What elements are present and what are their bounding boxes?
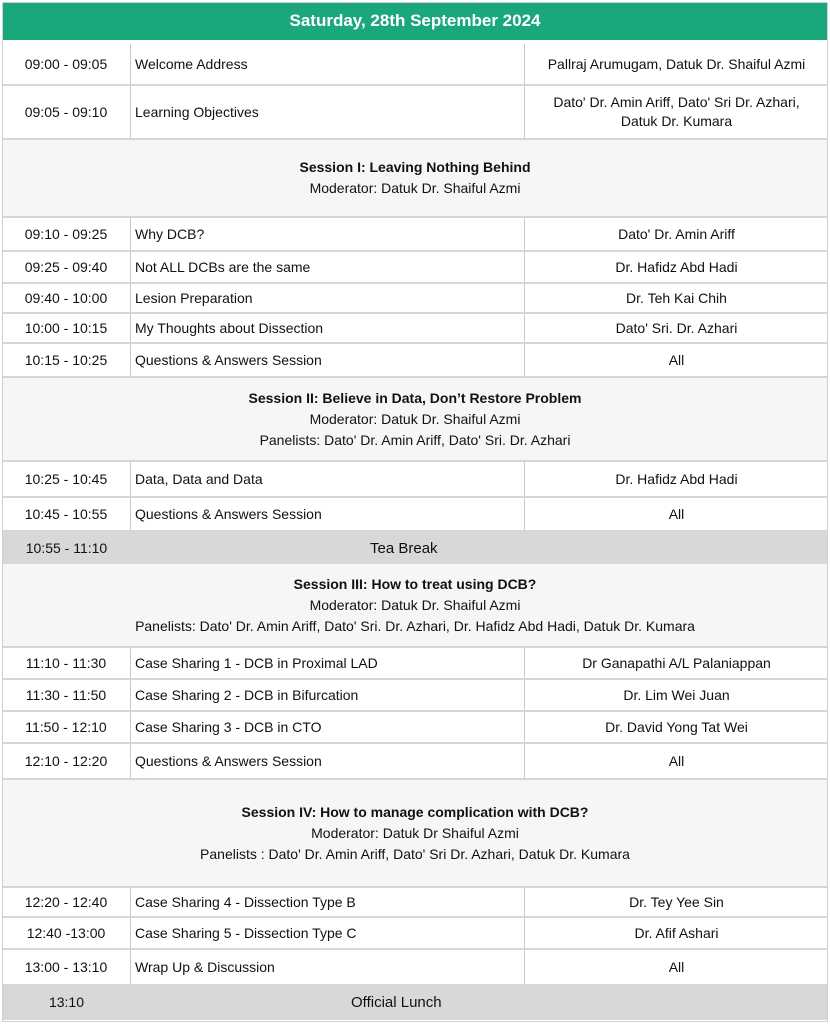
- speaker-cell: Dato' Dr. Amin Ariff: [618, 225, 735, 242]
- speaker-cell: All: [668, 752, 685, 769]
- table-row: [2, 498, 828, 530]
- topic-cell: Questions & Answers Session: [131, 744, 525, 778]
- table-row: [2, 252, 828, 282]
- speaker-cell: All: [668, 351, 685, 368]
- time-cell: 09:25 - 09:40: [2, 252, 131, 282]
- time-cell: 09:40 - 10:00: [2, 284, 131, 312]
- session-panelists: Panelists : Dato' Dr. Amin Ariff, Dato' Sri Dr. Azhari, Datuk Dr. Kumara: [200, 845, 630, 862]
- table-row: [2, 86, 828, 138]
- tea-break-row: [2, 532, 828, 564]
- table-row: [2, 680, 828, 710]
- topic-cell: My Thoughts about Dissection: [131, 314, 525, 342]
- speaker-cell: Dr. Hafidz Abd Hadi: [615, 470, 738, 487]
- time-cell: 12:10 - 12:20: [2, 744, 131, 778]
- topic-cell: Case Sharing 3 - DCB in CTO: [131, 712, 525, 742]
- break-label: Official Lunch: [351, 993, 442, 1011]
- table-row: [2, 950, 828, 984]
- time-cell: 12:40 -13:00: [2, 918, 131, 948]
- topic-cell: Case Sharing 4 - Dissection Type B: [131, 888, 525, 916]
- topic-cell: Welcome Address: [131, 44, 525, 84]
- lunch-row: [2, 984, 828, 1020]
- session-header: [2, 780, 828, 886]
- speaker-cell: All: [668, 505, 685, 522]
- session-title: Session III: How to treat using DCB?: [293, 575, 537, 592]
- speaker-cell: Dr. Tey Yee Sin: [629, 893, 724, 910]
- topic-cell: Questions & Answers Session: [131, 344, 525, 376]
- time-cell: 13:00 - 13:10: [2, 950, 131, 984]
- speaker-cell: Dr. Afif Ashari: [634, 924, 719, 941]
- speaker-cell: Dr. Teh Kai Chih: [626, 289, 727, 306]
- speaker-cell: Dr Ganapathi A/L Palaniappan: [582, 654, 771, 671]
- session-title: Session II: Believe in Data, Don’t Restore Problem: [248, 389, 582, 406]
- time-cell: 09:00 - 09:05: [2, 44, 131, 84]
- table-row: [2, 44, 828, 84]
- time-cell: 09:10 - 09:25: [2, 218, 131, 250]
- session-moderator: Moderator: Datuk Dr. Shaiful Azmi: [309, 180, 521, 196]
- table-row: [2, 712, 828, 742]
- speaker-cell: Dr. David Yong Tat Wei: [605, 718, 748, 735]
- time-cell: 10:55 - 11:10: [25, 540, 108, 556]
- session-moderator: Moderator: Datuk Dr. Shaiful Azmi: [309, 596, 521, 613]
- break-label: Tea Break: [370, 539, 438, 557]
- table-row: [2, 744, 828, 778]
- topic-cell: Learning Objectives: [131, 86, 525, 138]
- topic-cell: Wrap Up & Discussion: [131, 950, 525, 984]
- table-row: [2, 314, 828, 342]
- speaker-cell: Pallraj Arumugam, Datuk Dr. Shaiful Azmi: [547, 55, 806, 72]
- table-row: [2, 648, 828, 678]
- time-cell: 09:05 - 09:10: [2, 86, 131, 138]
- table-row: [2, 344, 828, 376]
- table-row: [2, 284, 828, 312]
- time-cell: 13:10: [48, 994, 85, 1010]
- session-moderator: Moderator: Datuk Dr Shaiful Azmi: [311, 824, 519, 841]
- session-title: Session I: Leaving Nothing Behind: [299, 159, 531, 175]
- topic-cell: Data, Data and Data: [131, 462, 525, 496]
- time-cell: 12:20 - 12:40: [2, 888, 131, 916]
- session-header: [2, 564, 828, 646]
- time-cell: 10:45 - 10:55: [2, 498, 131, 530]
- time-cell: 10:15 - 10:25: [2, 344, 131, 376]
- table-row: [2, 888, 828, 916]
- speaker-cell: Dato' Dr. Amin Ariff, Dato' Sri Dr. Azhari, Datuk Dr. Kumara: [553, 94, 800, 129]
- session-moderator: Moderator: Datuk Dr. Shaiful Azmi: [309, 410, 521, 427]
- topic-cell: Lesion Preparation: [131, 284, 525, 312]
- speaker-cell: Dato' Sri. Dr. Azhari: [615, 319, 738, 336]
- session-header: [2, 140, 828, 216]
- time-cell: 11:30 - 11:50: [2, 680, 131, 710]
- topic-cell: Not ALL DCBs are the same: [131, 252, 525, 282]
- topic-cell: Case Sharing 2 - DCB in Bifurcation: [131, 680, 525, 710]
- time-cell: 11:10 - 11:30: [2, 648, 131, 678]
- speaker-cell: All: [668, 958, 685, 975]
- topic-cell: Why DCB?: [131, 218, 525, 250]
- table-row: [2, 218, 828, 250]
- topic-cell: Questions & Answers Session: [131, 498, 525, 530]
- session-title: Session IV: How to manage complication with DCB?: [241, 803, 589, 820]
- table-row: [2, 918, 828, 948]
- topic-cell: Case Sharing 5 - Dissection Type C: [131, 918, 525, 948]
- time-cell: 11:50 - 12:10: [2, 712, 131, 742]
- session-header: [2, 378, 828, 460]
- time-cell: 10:00 - 10:15: [2, 314, 131, 342]
- session-panelists: Panelists: Dato' Dr. Amin Ariff, Dato' Sri. Dr. Azhari: [259, 431, 571, 448]
- topic-cell: Case Sharing 1 - DCB in Proximal LAD: [131, 648, 525, 678]
- speaker-cell: Dr. Lim Wei Juan: [623, 686, 730, 703]
- speaker-cell: Dr. Hafidz Abd Hadi: [615, 258, 738, 275]
- time-cell: 10:25 - 10:45: [2, 462, 131, 496]
- agenda-date-header: Saturday, 28th September 2024: [2, 2, 828, 40]
- session-panelists: Panelists: Dato' Dr. Amin Ariff, Dato' Sri. Dr. Azhari, Dr. Hafidz Abd Hadi, Datuk Dr. Kumara: [135, 617, 695, 634]
- table-row: [2, 462, 828, 496]
